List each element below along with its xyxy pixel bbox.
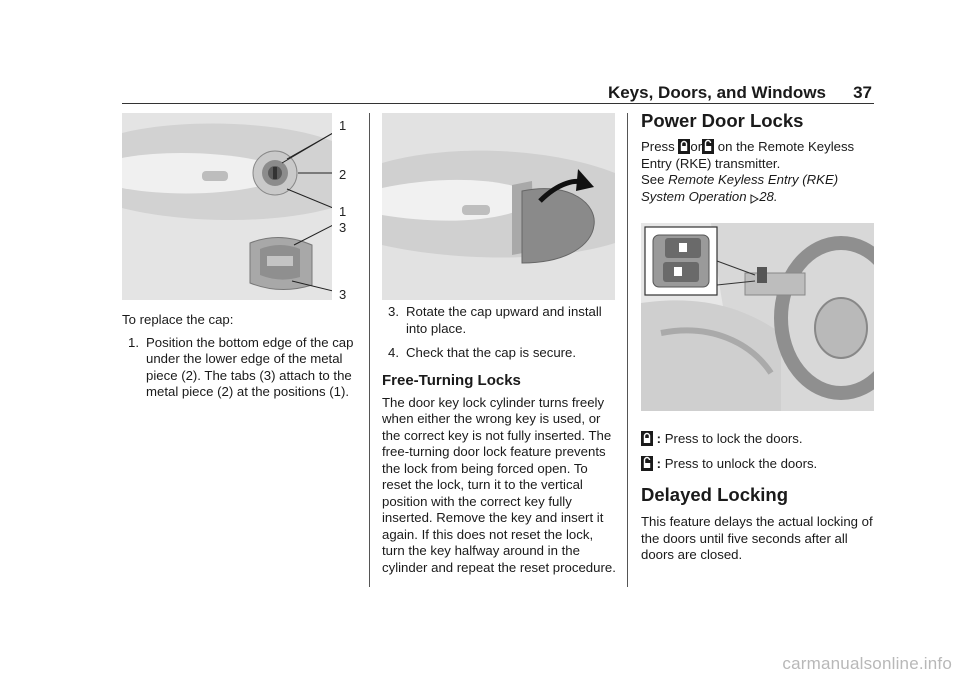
delayed-locking-heading: Delayed Locking (641, 484, 789, 505)
callout-2: 2 (339, 167, 347, 182)
step-text: Rotate the cap upward and install into place. (406, 304, 602, 336)
step-4 (382, 345, 617, 362)
press-label: Press (641, 139, 675, 154)
column-divider-1 (369, 113, 370, 587)
unlock-icon (702, 139, 714, 154)
section-title: Keys, Doors, and Windows (607, 83, 826, 102)
lock-icon (678, 139, 690, 154)
header-rule (122, 103, 874, 104)
delayed-locking-section (641, 484, 875, 564)
lock-icon (641, 431, 653, 446)
column-divider-2 (627, 113, 628, 587)
see-reference-page[interactable]: 28. (759, 188, 778, 204)
watermark: carmanualsonline.info (782, 654, 952, 673)
free-turning-locks-body: The door key lock cylinder turns freely when either the wrong key is used, or the correct key is not fully inserted. The free-turning door lock feature prevents the lock from being forced open. To reset the lock, turn it to the vertical position with the correct key fully inserted. Remove the key and insert it again. If this does not reset the lock, turn the key halfway around in the cylinder and repeat the reset procedure. (382, 394, 616, 575)
door-handle-cap-figure (122, 113, 332, 300)
unlock-legend-row: : Press to unlock the doors. (641, 456, 875, 473)
press-instruction (641, 139, 875, 172)
page-number: 37 (853, 83, 872, 102)
lock-description: Press to lock the doors. (664, 431, 803, 446)
power-door-locks-heading: Power Door Locks (641, 110, 804, 131)
step-text: Check that the cap is secure. (406, 345, 577, 360)
column-2-text (382, 304, 617, 576)
cap-rotation-figure (382, 113, 615, 300)
step-number: 3. (388, 304, 399, 319)
step-text: Position the bottom edge of the cap under the lower edge of the metal piece (2). The tabs (3) attach to the metal piece (2) at the positions (1). (146, 334, 354, 399)
lock-legend-row: : Press to lock the doors. (641, 431, 875, 448)
column-3-text (641, 110, 875, 205)
unlock-icon (641, 456, 653, 471)
callout-1-bottom: 1 (339, 204, 347, 219)
delayed-locking-body: This feature delays the actual locking of the doors until five seconds after all doors are closed. (641, 514, 873, 562)
callout-3-bottom: 3 (339, 287, 347, 302)
step-1 (122, 335, 357, 401)
page-header (122, 83, 874, 105)
column-1-text (122, 312, 357, 409)
press-description: on the Remote Keyless Entry (RKE) transmitter. (641, 139, 855, 171)
reference-triangle-icon (750, 194, 759, 204)
step-number: 4. (388, 345, 399, 360)
callout-1-top: 1 (339, 118, 347, 133)
replace-cap-intro: To replace the cap: (122, 312, 234, 327)
step-3 (382, 304, 617, 337)
unlock-description: Press to unlock the doors. (664, 455, 818, 471)
callout-3-top: 3 (339, 220, 347, 235)
or-label: or (690, 139, 703, 154)
see-reference (641, 172, 875, 205)
door-lock-switch-figure (641, 223, 874, 411)
step-number: 1. (128, 334, 139, 350)
free-turning-locks-heading: Free-Turning Locks (382, 371, 521, 389)
lock-legend (641, 431, 875, 472)
see-reference-title[interactable]: Remote Keyless Entry (RKE) System Operation (641, 172, 839, 204)
see-label: See (641, 172, 665, 187)
